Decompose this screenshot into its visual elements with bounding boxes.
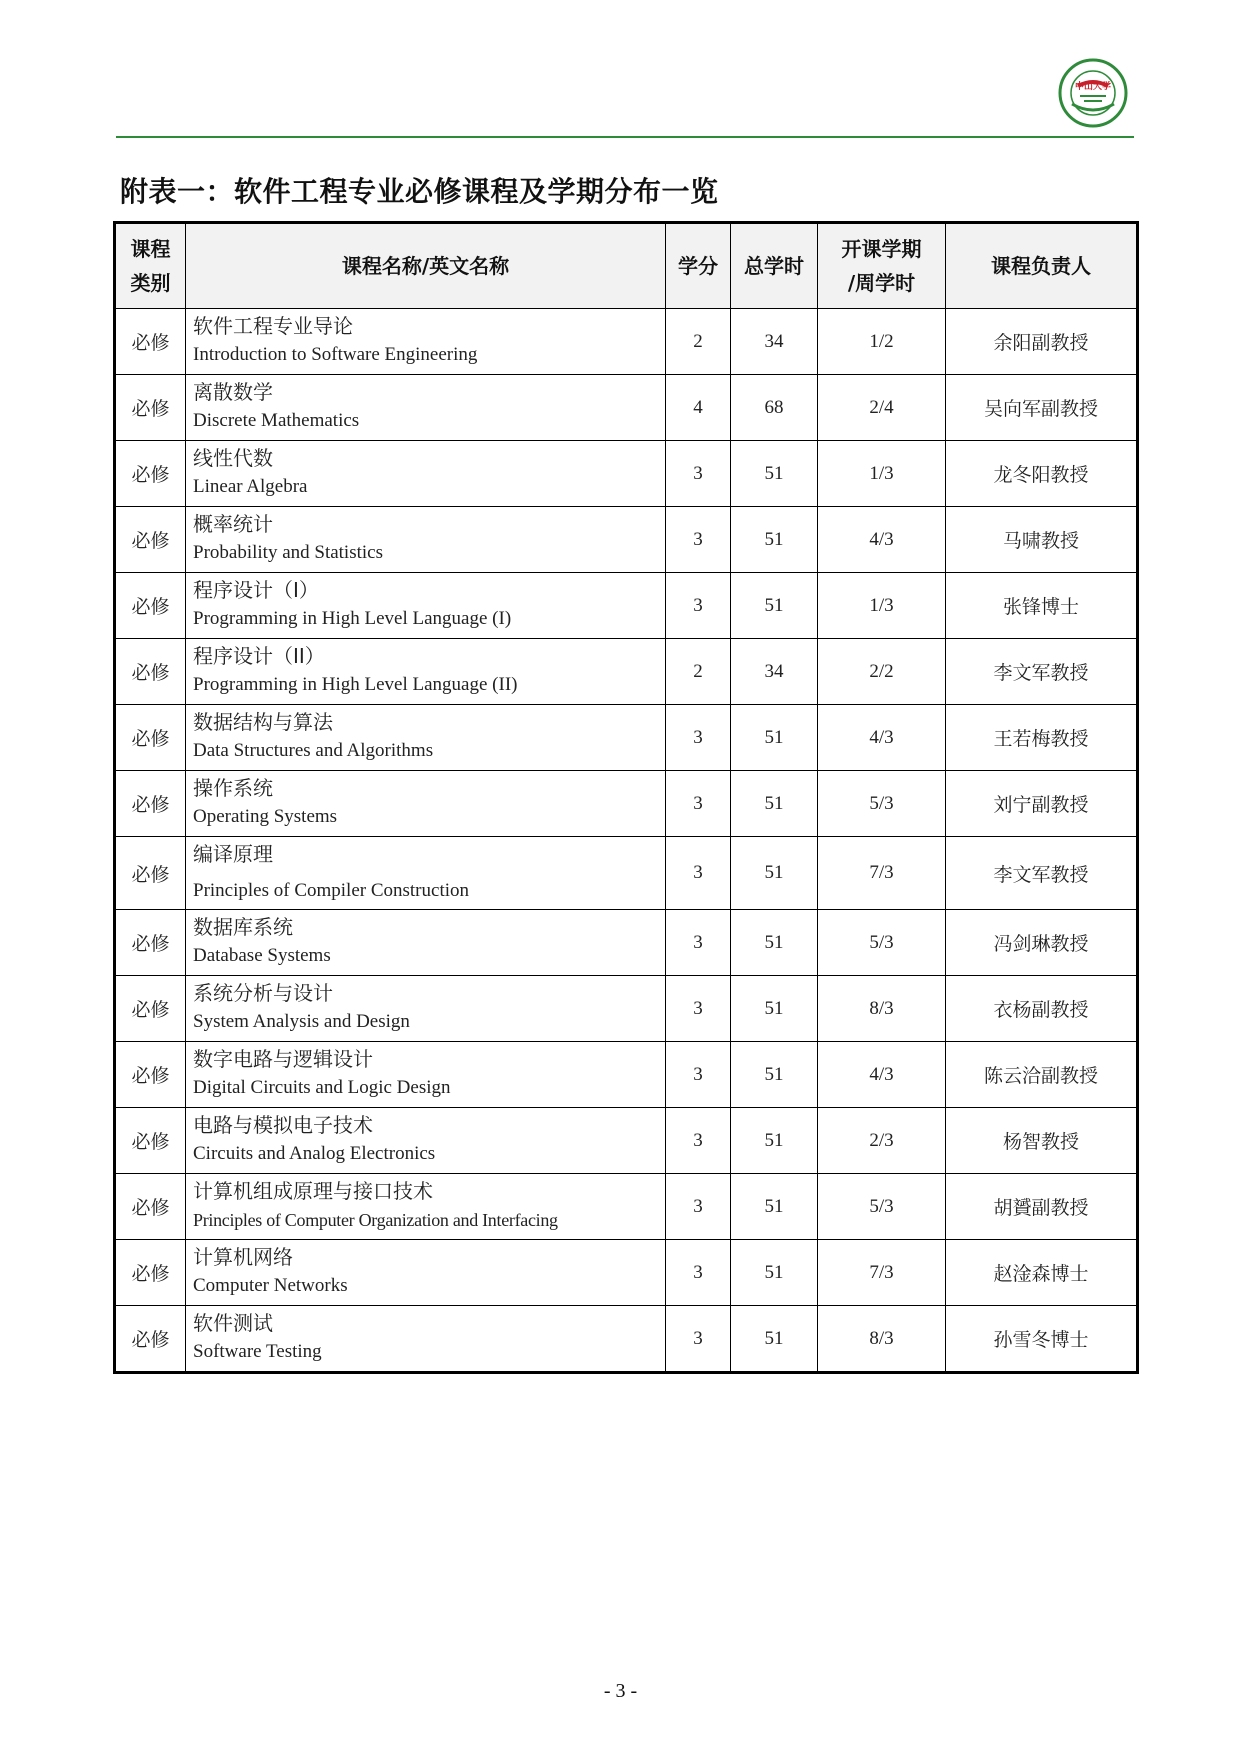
hours-cell: 51 <box>731 1240 818 1306</box>
course-name-cn: 线性代数 <box>193 446 273 470</box>
table-row <box>115 375 1138 441</box>
course-name-cell <box>186 1042 666 1108</box>
hours-cell: 51 <box>731 1174 818 1240</box>
teacher-cell: 李文军教授 <box>946 837 1138 910</box>
hours-cell: 51 <box>731 1306 818 1373</box>
category-cell: 必修 <box>115 1174 186 1240</box>
credit-cell: 3 <box>666 1240 731 1306</box>
course-name-cell <box>186 910 666 976</box>
category-cell: 必修 <box>115 1108 186 1174</box>
course-name-en: Digital Circuits and Logic Design <box>193 1077 451 1098</box>
header-category <box>115 223 186 309</box>
teacher-cell: 龙冬阳教授 <box>946 441 1138 507</box>
course-name-en: Programming in High Level Language (I) <box>193 608 512 629</box>
table-row <box>115 837 1138 910</box>
course-name-cell <box>186 375 666 441</box>
course-name-cn: 编译原理 <box>193 842 273 866</box>
category-cell: 必修 <box>115 771 186 837</box>
course-name-cn: 软件测试 <box>193 1311 273 1335</box>
course-name-cn: 软件工程专业导论 <box>193 314 353 338</box>
category-cell: 必修 <box>115 1306 186 1373</box>
hours-cell: 51 <box>731 705 818 771</box>
course-name-en: Circuits and Analog Electronics <box>193 1143 436 1164</box>
header-semester-line2: /周学时 <box>847 271 916 295</box>
hours-cell: 34 <box>731 639 818 705</box>
course-name-en: System Analysis and Design <box>193 1011 410 1032</box>
logo-text: 中山大学 <box>1074 82 1112 92</box>
course-name-cell <box>186 837 666 910</box>
university-logo <box>1058 58 1128 128</box>
semester-cell: 7/3 <box>818 837 946 910</box>
semester-cell: 4/3 <box>818 507 946 573</box>
table-row <box>115 976 1138 1042</box>
teacher-cell: 吴向军副教授 <box>946 375 1138 441</box>
category-cell: 必修 <box>115 507 186 573</box>
category-cell: 必修 <box>115 705 186 771</box>
course-name-en: Software Testing <box>193 1341 322 1362</box>
course-name-en: Introduction to Software Engineering <box>193 344 478 365</box>
teacher-cell: 胡贇副教授 <box>946 1174 1138 1240</box>
category-cell: 必修 <box>115 573 186 639</box>
table-row <box>115 1306 1138 1373</box>
category-cell: 必修 <box>115 837 186 910</box>
credit-cell: 3 <box>666 837 731 910</box>
teacher-cell: 陈云洽副教授 <box>946 1042 1138 1108</box>
hours-cell: 51 <box>731 910 818 976</box>
course-name-en: Computer Networks <box>193 1275 348 1296</box>
table-row <box>115 771 1138 837</box>
course-name-en: Principles of Compiler Construction <box>193 880 470 901</box>
course-name-cell <box>186 441 666 507</box>
credit-cell: 3 <box>666 573 731 639</box>
table-row <box>115 1240 1138 1306</box>
table-row <box>115 1042 1138 1108</box>
table-row <box>115 573 1138 639</box>
course-name-cn: 操作系统 <box>193 776 273 800</box>
category-cell: 必修 <box>115 441 186 507</box>
hours-cell: 51 <box>731 1042 818 1108</box>
teacher-cell: 余阳副教授 <box>946 309 1138 375</box>
page-number: - 3 - <box>603 1680 638 1702</box>
category-cell: 必修 <box>115 309 186 375</box>
teacher-cell: 马啸教授 <box>946 507 1138 573</box>
course-name-cn: 数据结构与算法 <box>193 710 333 734</box>
credit-cell: 3 <box>666 771 731 837</box>
page-title: 附表一：软件工程专业必修课程及学期分布一览 <box>120 175 719 208</box>
table-row <box>115 1174 1138 1240</box>
table-row <box>115 1108 1138 1174</box>
credit-cell: 3 <box>666 441 731 507</box>
course-name-cell <box>186 639 666 705</box>
hours-cell: 51 <box>731 573 818 639</box>
table-row <box>115 910 1138 976</box>
credit-cell: 3 <box>666 1108 731 1174</box>
header-name: 课程名称/英文名称 <box>186 223 666 309</box>
course-name-cn: 概率统计 <box>193 512 273 536</box>
category-cell: 必修 <box>115 375 186 441</box>
course-name-en: Programming in High Level Language (II) <box>193 674 518 695</box>
course-name-cn: 程序设计（II） <box>193 644 325 668</box>
semester-cell: 1/3 <box>818 573 946 639</box>
semester-cell: 1/3 <box>818 441 946 507</box>
teacher-cell: 衣杨副教授 <box>946 976 1138 1042</box>
hours-cell: 51 <box>731 441 818 507</box>
table-row <box>115 639 1138 705</box>
course-name-cell <box>186 705 666 771</box>
course-name-cell <box>186 1108 666 1174</box>
header-hours: 总学时 <box>731 223 818 309</box>
header-semester <box>818 223 946 309</box>
teacher-cell: 赵淦森博士 <box>946 1240 1138 1306</box>
course-name-cell <box>186 309 666 375</box>
teacher-cell: 王若梅教授 <box>946 705 1138 771</box>
course-name-cn: 程序设计（I） <box>193 578 319 602</box>
hours-cell: 51 <box>731 837 818 910</box>
hours-cell: 51 <box>731 976 818 1042</box>
course-name-en: Discrete Mathematics <box>193 410 360 431</box>
semester-cell: 2/2 <box>818 639 946 705</box>
course-name-en: Linear Algebra <box>193 476 308 497</box>
semester-cell: 5/3 <box>818 771 946 837</box>
table-row <box>115 705 1138 771</box>
credit-cell: 3 <box>666 1174 731 1240</box>
table-row <box>115 507 1138 573</box>
credit-cell: 3 <box>666 1306 731 1373</box>
category-cell: 必修 <box>115 910 186 976</box>
semester-cell: 4/3 <box>818 705 946 771</box>
course-name-cell <box>186 573 666 639</box>
credit-cell: 3 <box>666 507 731 573</box>
course-name-en: Data Structures and Algorithms <box>193 740 434 761</box>
header-category-line2: 类别 <box>130 271 171 295</box>
semester-cell: 5/3 <box>818 910 946 976</box>
credit-cell: 3 <box>666 705 731 771</box>
header-category-line1: 课程 <box>130 237 171 261</box>
semester-cell: 8/3 <box>818 976 946 1042</box>
semester-cell: 5/3 <box>818 1174 946 1240</box>
header-teacher: 课程负责人 <box>946 223 1138 309</box>
credit-cell: 2 <box>666 309 731 375</box>
hours-cell: 51 <box>731 1108 818 1174</box>
category-cell: 必修 <box>115 639 186 705</box>
table-row <box>115 309 1138 375</box>
course-name-cn: 计算机组成原理与接口技术 <box>193 1179 433 1203</box>
hours-cell: 68 <box>731 375 818 441</box>
course-name-cell <box>186 771 666 837</box>
course-name-en: Operating Systems <box>193 806 338 827</box>
course-name-cell <box>186 1306 666 1373</box>
category-cell: 必修 <box>115 1042 186 1108</box>
semester-cell: 7/3 <box>818 1240 946 1306</box>
teacher-cell: 孙雪冬博士 <box>946 1306 1138 1373</box>
credit-cell: 2 <box>666 639 731 705</box>
table-row <box>115 441 1138 507</box>
course-name-cn: 数据库系统 <box>193 915 293 939</box>
course-name-cell <box>186 1240 666 1306</box>
credit-cell: 3 <box>666 1042 731 1108</box>
semester-cell: 1/2 <box>818 309 946 375</box>
header-credit: 学分 <box>666 223 731 309</box>
course-name-cn: 电路与模拟电子技术 <box>193 1113 373 1137</box>
credit-cell: 3 <box>666 910 731 976</box>
teacher-cell: 刘宁副教授 <box>946 771 1138 837</box>
semester-cell: 8/3 <box>818 1306 946 1373</box>
course-name-cell <box>186 507 666 573</box>
header-semester-line1: 开课学期 <box>841 237 922 261</box>
category-cell: 必修 <box>115 976 186 1042</box>
credit-cell: 4 <box>666 375 731 441</box>
teacher-cell: 李文军教授 <box>946 639 1138 705</box>
course-name-en: Principles of Computer Organization and Interfacing <box>193 1210 558 1230</box>
course-name-cn: 计算机网络 <box>193 1245 293 1269</box>
hours-cell: 51 <box>731 507 818 573</box>
course-name-cell <box>186 976 666 1042</box>
course-name-cell <box>186 1174 666 1240</box>
category-cell: 必修 <box>115 1240 186 1306</box>
teacher-cell: 杨智教授 <box>946 1108 1138 1174</box>
semester-cell: 4/3 <box>818 1042 946 1108</box>
course-name-en: Probability and Statistics <box>193 542 383 563</box>
hours-cell: 34 <box>731 309 818 375</box>
hours-cell: 51 <box>731 771 818 837</box>
course-name-cn: 系统分析与设计 <box>193 981 333 1005</box>
course-table <box>113 221 1139 1374</box>
course-name-en: Database Systems <box>193 945 331 966</box>
course-name-cn: 离散数学 <box>193 380 273 404</box>
course-name-cn: 数字电路与逻辑设计 <box>193 1047 373 1071</box>
teacher-cell: 张锋博士 <box>946 573 1138 639</box>
teacher-cell: 冯剑琳教授 <box>946 910 1138 976</box>
semester-cell: 2/4 <box>818 375 946 441</box>
header-rule <box>116 136 1134 138</box>
semester-cell: 2/3 <box>818 1108 946 1174</box>
table-header-row <box>115 223 1138 309</box>
credit-cell: 3 <box>666 976 731 1042</box>
